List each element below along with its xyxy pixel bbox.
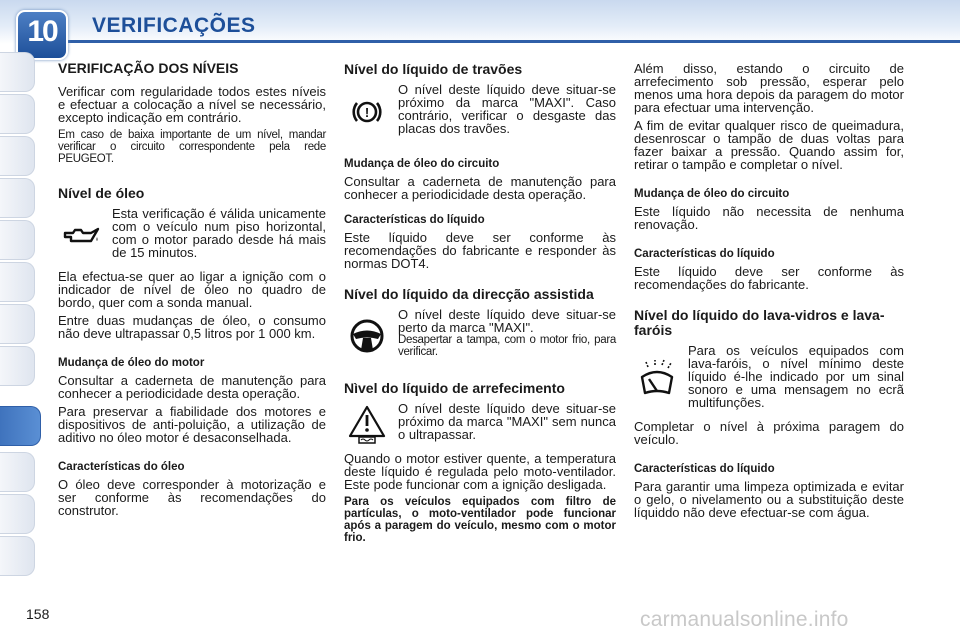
brake-change-heading: Mudança de óleo do circuito — [344, 158, 500, 170]
washer-icon — [634, 344, 680, 414]
steering-fluid-heading: Nível do líquido da direcção assistida — [344, 286, 594, 302]
brake-spec-heading: Características do líquido — [344, 214, 485, 226]
chapter-tab[interactable] — [0, 536, 35, 576]
coolant-para-2: Para os veículos equipados com filtro de partículas, o moto-ventilador pode funcionar após a paragem do veículo, mesmo com o motor frio. — [344, 496, 616, 544]
page-title: VERIFICAÇÕES — [92, 14, 256, 37]
chapter-tab[interactable] — [0, 94, 35, 134]
washer-icon-text: Para os veículos equipados com lava-faróis, o nível mínimo deste líquido é-lhe indicado por um sinal sonoro e uma mensagem no ecrã multifunções. — [688, 343, 904, 410]
chapter-number: 10 — [27, 15, 57, 48]
header-rule — [60, 40, 960, 43]
washer-spec-para: Para garantir uma limpeza optimizada e evitar o gelo, o nivelamento ou a substituição deste líquiddo não deve efectuar-se com água. — [634, 479, 904, 520]
brake-warning-icon — [344, 83, 390, 140]
svg-text:!: ! — [364, 104, 370, 120]
column-3 — [634, 62, 904, 524]
chapter-tab[interactable] — [0, 136, 35, 176]
coolant-warning-icon — [344, 402, 390, 446]
coolant-cont-para-1: Além disso, estando o circuito de arrefecimento sob pressão, esperar pelo menos uma hora depois da paragem do motor para efectuar uma intervenção. — [634, 61, 904, 115]
chapter-tab-active[interactable] — [0, 406, 41, 446]
watermark: carmanualsonline.info — [640, 608, 849, 631]
chapter-tab[interactable] — [0, 452, 35, 492]
page-number: 158 — [26, 606, 50, 622]
oil-spec-heading: Características do óleo — [58, 461, 185, 473]
washer-spec-heading: Características do líquido — [634, 463, 775, 475]
oil-change-para-2: Para preservar a fiabilidade dos motores e dispositivos de anti-poluição, a utilização de aditivo no óleo motor é desaconselhada. — [58, 404, 326, 445]
brake-spec-para: Este líquido deve ser conforme às recomendações do fabricante e responder às normas DOT4. — [344, 230, 616, 271]
coolant-para-1: Quando o motor estiver quente, a temperatura deste líquido é regulada pelo moto-ventilador. Este pode funcionar com a ignição desligada. — [344, 451, 616, 492]
oil-para-1: Ela efectua-se quer ao ligar a ignição com o indicador de nível de óleo no quadro de bordo, quer com a sonda manual. — [58, 269, 326, 310]
column-2 — [344, 62, 616, 549]
coolant-icon-text: O nível deste líquido deve situar-se próximo da marca "MAXI" sem nunca o ultrapassar. — [398, 401, 616, 442]
oil-spec-para: O óleo deve corresponder à motorização e ser conforme às recomendações do construtor. — [58, 477, 326, 518]
brake-fluid-heading: Nível do líquido de travões — [344, 61, 523, 77]
oil-icon-text: Esta verificação é válida unicamente com o veículo num piso horizontal, com o motor parado desde há mais de 15 minutos. — [112, 206, 326, 260]
coolant-spec-heading: Características do líquido — [634, 248, 775, 260]
brake-icon-text: O nível deste líquido deve situar-se próximo da marca "MAXI". Caso contrário, verificar o desgaste das placas dos travões. — [398, 82, 616, 136]
oil-change-para-1: Consultar a caderneta de manutenção para conhecer a periodicidade desta operação. — [58, 373, 326, 401]
intro-note: Em caso de baixa importante de um nível, mandar verificar o circuito correspondente pela rede PEUGEOT. — [58, 129, 326, 165]
chapter-tabs — [0, 52, 34, 582]
chapter-tab[interactable] — [0, 304, 35, 344]
column-1 — [58, 62, 326, 522]
intro-text: Verificar com regularidade todos estes níveis e efectuar a colocação a nível se necessário, excepto indicação em contrário. — [58, 84, 326, 125]
coolant-cont-para-2: A fim de evitar qualquer risco de queimadura, desenroscar o tampão de duas voltas para fazer baixar a pressão. Quando assim for, retirar o tampão e completar o nível. — [634, 118, 904, 172]
steering-wheel-icon — [344, 308, 390, 363]
coolant-change-para: Este líquido não necessita de nenhuma renovação. — [634, 204, 904, 232]
section-title: VERIFICAÇÃO DOS NÍVEIS — [58, 60, 239, 76]
chapter-tab[interactable] — [0, 494, 35, 534]
chapter-tab[interactable] — [0, 178, 35, 218]
steering-icon-text: O nível deste líquido deve situar-se perto da marca "MAXI". — [398, 307, 616, 335]
washer-fluid-heading: Nível do líquido do lava-vidros e lava-faróis — [634, 307, 885, 338]
coolant-change-heading: Mudança de óleo do circuito — [634, 188, 790, 200]
chapter-tab[interactable] — [0, 220, 35, 260]
coolant-spec-para: Este líquido deve ser conforme às recomendações do fabricante. — [634, 264, 904, 292]
oil-para-2: Entre duas mudanças de óleo, o consumo não deve ultrapassar 0,5 litros por 1 000 km. — [58, 313, 326, 341]
chapter-tab[interactable] — [0, 346, 35, 386]
chapter-tab[interactable] — [0, 52, 35, 92]
coolant-heading: Nìvel do líquido de arrefecimento — [344, 380, 565, 396]
oil-can-icon — [58, 207, 104, 264]
steering-icon-note: Desapertar a tampa, com o motor frio, para verificar. — [398, 334, 616, 358]
chapter-tab[interactable] — [0, 262, 35, 302]
oil-level-heading: Nível de óleo — [58, 185, 145, 201]
washer-para: Completar o nível à próxima paragem do veículo. — [634, 419, 904, 447]
brake-change-para: Consultar a caderneta de manutenção para conhecer a periodicidade desta operação. — [344, 174, 616, 202]
oil-change-heading: Mudança de óleo do motor — [58, 357, 205, 369]
